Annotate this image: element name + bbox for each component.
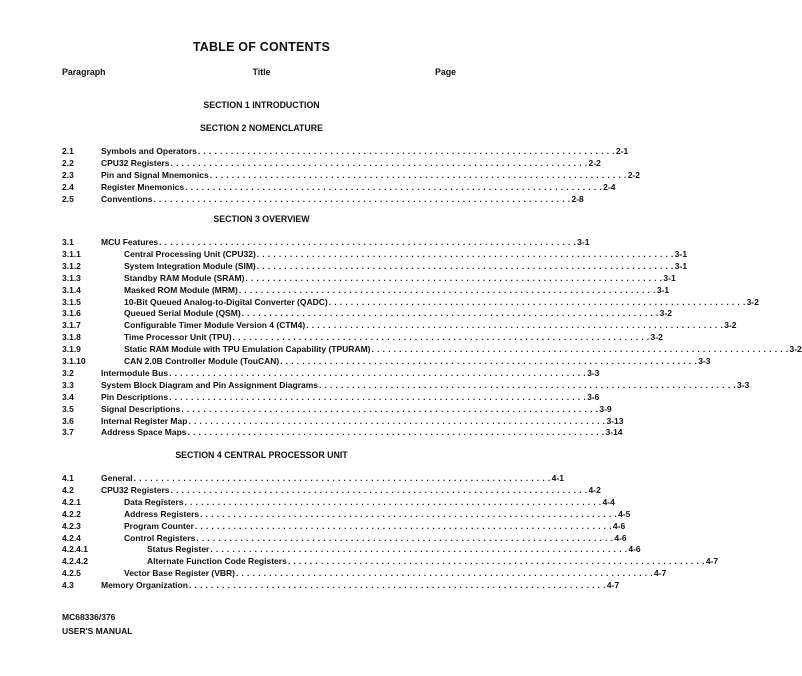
section-heading: SECTION 3 OVERVIEW <box>213 214 310 224</box>
toc-entry-title: Vector Base Register (VBR) <box>124 568 236 579</box>
toc-entry-number: 2.3 <box>62 169 74 180</box>
toc-entry[interactable] <box>62 496 615 508</box>
toc-entry-title: Queued Serial Module (QSM) <box>124 308 241 319</box>
toc-entry-title: Program Counter <box>124 520 194 531</box>
toc-entry-number: 2.5 <box>62 193 74 204</box>
toc-entry-number: 4.2.3 <box>62 520 81 531</box>
toc-entry-number: 3.1.7 <box>62 320 81 331</box>
toc-entry-page: 4-4 <box>602 496 615 507</box>
toc-entry-page: 4-7 <box>705 556 719 567</box>
toc-entry[interactable] <box>62 473 564 484</box>
toc-entry-number: 4.1 <box>62 473 74 483</box>
toc-entry-page: 3-1 <box>663 272 676 283</box>
toc-entry-page: 3-6 <box>587 391 600 402</box>
dot-leader: . . . . . . . . . . . . . . . . . . . . . . . . . . . . . . . . . . . . . . . . . . . . . . . . . . . . . . . . . . . . . . . . . . . . . . . . . . . . <box>287 556 705 567</box>
dot-leader: . . . . . . . . . . . . . . . . . . . . . . . . . . . . . . . . . . . . . . . . . . . . . . . . . . . . . . . . . . . . . . . . . . . . . . . . . . . . <box>197 146 615 156</box>
dot-leader: . . . . . . . . . . . . . . . . . . . . . . . . . . . . . . . . . . . . . . . . . . . . . . . . . . . . . . . . . . . . . . . . . . . . . . . . . . . . <box>188 415 606 426</box>
toc-entry-page: 2-2 <box>627 169 640 180</box>
toc-entry[interactable] <box>62 284 670 296</box>
dot-leader: . . . . . . . . . . . . . . . . . . . . . . . . . . . . . . . . . . . . . . . . . . . . . . . . . . . . . . . . . . . . . . . . . . . . . . . . . . . . <box>318 379 736 390</box>
toc-entry-page: 4-1 <box>551 473 564 483</box>
toc-entry-title: Address Space Maps <box>101 427 187 438</box>
toc-entry-number: 3.1.8 <box>62 332 81 343</box>
section-heading: SECTION 4 CENTRAL PROCESSOR UNIT <box>175 450 348 460</box>
toc-entry[interactable] <box>62 181 616 193</box>
dot-leader: . . . . . . . . . . . . . . . . . . . . . . . . . . . . . . . . . . . . . . . . . . . . . . . . . . . . . . . . . . . . . . . . . . . . . . . . . . . . <box>153 193 571 204</box>
toc-entry-title: Pin Descriptions <box>101 391 169 402</box>
toc-entry-title: CPU32 Registers <box>101 157 170 168</box>
toc-entry[interactable] <box>62 508 631 520</box>
toc-entry-page: 2-1 <box>615 146 629 156</box>
toc-entry-number: 3.1 <box>62 237 74 247</box>
toc-entry[interactable] <box>62 344 802 355</box>
dot-leader: . . . . . . . . . . . . . . . . . . . . . . . . . . . . . . . . . . . . . . . . . . . . . . . . . . . . . . . . . . . . . . . . . . . . . . . . . . . . <box>371 344 789 355</box>
toc-entry-page: 2-8 <box>571 193 584 204</box>
toc-entry-number: 3.7 <box>62 427 74 438</box>
toc-entry[interactable] <box>62 556 719 567</box>
page-title: TABLE OF CONTENTS <box>192 40 331 54</box>
toc-entry-number: 4.2.4.2 <box>62 556 88 567</box>
toc-entry-title: Address Registers <box>124 508 200 519</box>
toc-entry[interactable] <box>62 169 640 181</box>
toc-entry-page: 3-2 <box>746 296 759 307</box>
toc-entry-title: Configurable Timer Module Version 4 (CTM4) <box>124 320 306 331</box>
toc-entry[interactable] <box>62 391 600 403</box>
toc-entry-number: 2.2 <box>62 157 74 168</box>
toc-entry-number: 3.6 <box>62 415 74 426</box>
toc-entry-title: Pin and Signal Mnemonics <box>101 169 209 180</box>
toc-entry-title: Internal Register Map <box>101 415 188 426</box>
toc-entry-page: 3-9 <box>599 403 612 414</box>
toc-entry-number: 3.1.10 <box>62 356 86 366</box>
toc-entry-title: Alternate Function Code Registers <box>147 556 287 567</box>
toc-entry-number: 2.1 <box>62 146 74 156</box>
toc-entry-number: 3.3 <box>62 379 74 390</box>
toc-entry-title: Conventions <box>101 193 153 204</box>
dot-leader: . . . . . . . . . . . . . . . . . . . . . . . . . . . . . . . . . . . . . . . . . . . . . . . . . . . . . . . . . . . . . . . . . . . . . . . . . . . . <box>238 284 656 295</box>
column-header-paragraph: Paragraph <box>62 67 106 77</box>
toc-entry-page: 4-6 <box>628 544 641 555</box>
toc-entry-page: 3-1 <box>656 284 670 295</box>
dot-leader: . . . . . . . . . . . . . . . . . . . . . . . . . . . . . . . . . . . . . . . . . . . . . . . . . . . . . . . . . . . . . . . . . . . . . . . . . . . . <box>184 496 602 507</box>
dot-leader: . . . . . . . . . . . . . . . . . . . . . . . . . . . . . . . . . . . . . . . . . . . . . . . . . . . . . . . . . . . . . . . . . . . . . . . . . . . . <box>187 427 605 438</box>
toc-entry-page: 3-3 <box>587 367 600 378</box>
toc-entry-title: Register Mnemonics <box>101 181 185 192</box>
toc-entry-number: 4.2.4.1 <box>62 544 88 555</box>
toc-entry-page: 2-4 <box>603 181 616 192</box>
toc-entry[interactable] <box>62 580 620 591</box>
dot-leader: . . . . . . . . . . . . . . . . . . . . . . . . . . . . . . . . . . . . . . . . . . . . . . . . . . . . . . . . . . . . . . . . . . . . . . . . . . . . <box>256 248 674 259</box>
footer-doc-type: USER'S MANUAL <box>62 626 133 636</box>
dot-leader: . . . . . . . . . . . . . . . . . . . . . . . . . . . . . . . . . . . . . . . . . . . . . . . . . . . . . . . . . . . . . . . . . . . . . . . . . . . . <box>133 473 551 483</box>
toc-entry-number: 3.2 <box>62 367 74 378</box>
dot-leader: . . . . . . . . . . . . . . . . . . . . . . . . . . . . . . . . . . . . . . . . . . . . . . . . . . . . . . . . . . . . . . . . . . . . . . . . . . . . <box>169 367 587 378</box>
dot-leader: . . . . . . . . . . . . . . . . . . . . . . . . . . . . . . . . . . . . . . . . . . . . . . . . . . . . . . . . . . . . . . . . . . . . . . . . . . . . <box>256 260 674 271</box>
section-heading: SECTION 1 INTRODUCTION <box>203 100 320 110</box>
toc-entry[interactable] <box>62 332 663 343</box>
toc-entry[interactable] <box>62 260 688 272</box>
toc-entry[interactable] <box>62 415 624 427</box>
section-heading: SECTION 2 NOMENCLATURE <box>200 123 323 133</box>
toc-entry-title: Masked ROM Module (MRM) <box>124 284 238 295</box>
dot-leader: . . . . . . . . . . . . . . . . . . . . . . . . . . . . . . . . . . . . . . . . . . . . . . . . . . . . . . . . . . . . . . . . . . . . . . . . . . . . <box>280 356 698 366</box>
toc-entry-page: 3-2 <box>659 308 672 319</box>
toc-entry-title: Symbols and Operators <box>101 146 197 156</box>
toc-entry[interactable] <box>62 272 676 284</box>
dot-leader: . . . . . . . . . . . . . . . . . . . . . . . . . . . . . . . . . . . . . . . . . . . . . . . . . . . . . . . . . . . . . . . . . . . . . . . . . . . . <box>181 403 599 414</box>
toc-entry[interactable] <box>62 308 672 319</box>
column-header-page: Page <box>434 67 456 77</box>
toc-entry-title: Intermodule Bus <box>101 367 169 378</box>
toc-entry-title: Data Registers <box>124 496 184 507</box>
toc-entry-page: 2-2 <box>588 157 601 168</box>
toc-entry-page: 3-2 <box>724 320 737 331</box>
toc-entry-number: 3.1.6 <box>62 308 81 319</box>
toc-entry-page: 3-13 <box>606 415 624 426</box>
toc-entry[interactable] <box>62 520 626 532</box>
toc-entry[interactable] <box>62 296 759 308</box>
dot-leader: . . . . . . . . . . . . . . . . . . . . . . . . . . . . . . . . . . . . . . . . . . . . . . . . . . . . . . . . . . . . . . . . . . . . . . . . . . . . <box>170 157 588 168</box>
toc-entry-number: 4.2.2 <box>62 508 81 519</box>
toc-entry-page: 4-7 <box>654 568 667 579</box>
toc-entry-title: General <box>101 473 133 483</box>
toc-entry-title: MCU Features <box>101 237 159 247</box>
toc-entry-page: 3-2 <box>789 344 802 355</box>
toc-entry-page: 3-3 <box>698 356 711 366</box>
dot-leader: . . . . . . . . . . . . . . . . . . . . . . . . . . . . . . . . . . . . . . . . . . . . . . . . . . . . . . . . . . . . . . . . . . . . . . . . . . . . <box>209 169 627 180</box>
toc-entry-number: 3.1.3 <box>62 272 81 283</box>
dot-leader: . . . . . . . . . . . . . . . . . . . . . . . . . . . . . . . . . . . . . . . . . . . . . . . . . . . . . . . . . . . . . . . . . . . . . . . . . . . . <box>196 532 614 543</box>
toc-entry-title: CPU32 Registers <box>101 484 170 495</box>
footer-doc-number: MC68336/376 <box>62 612 116 622</box>
toc-entry-title: Status Register <box>147 544 210 555</box>
dot-leader: . . . . . . . . . . . . . . . . . . . . . . . . . . . . . . . . . . . . . . . . . . . . . . . . . . . . . . . . . . . . . . . . . . . . . . . . . . . . <box>328 296 746 307</box>
toc-entry-number: 2.4 <box>62 181 74 192</box>
toc-entry-title: Time Processor Unit (TPU) <box>124 332 232 343</box>
toc-entry-title: Memory Organization <box>101 580 188 591</box>
dot-leader: . . . . . . . . . . . . . . . . . . . . . . . . . . . . . . . . . . . . . . . . . . . . . . . . . . . . . . . . . . . . . . . . . . . . . . . . . . . . <box>245 272 663 283</box>
toc-entry-number: 3.1.1 <box>62 248 81 259</box>
toc-entry[interactable] <box>62 379 750 391</box>
toc-entry-page: 4-6 <box>612 520 626 531</box>
toc-entry[interactable] <box>62 568 667 579</box>
toc-entry-title: 10-Bit Queued Analog-to-Digital Converter (QADC) <box>124 296 328 307</box>
toc-entry-number: 3.4 <box>62 391 74 402</box>
toc-entry-page: 3-1 <box>577 237 590 247</box>
toc-entry-page: 4-7 <box>606 580 620 591</box>
toc-entry[interactable] <box>62 403 612 415</box>
dot-leader: . . . . . . . . . . . . . . . . . . . . . . . . . . . . . . . . . . . . . . . . . . . . . . . . . . . . . . . . . . . . . . . . . . . . . . . . . . . . <box>236 568 654 579</box>
toc-entry[interactable] <box>62 427 623 438</box>
toc-entry[interactable] <box>62 237 590 248</box>
toc-entry-number: 4.2.4 <box>62 532 81 543</box>
toc-entry-number: 3.5 <box>62 403 74 414</box>
toc-entry-number: 4.2.5 <box>62 568 81 579</box>
toc-entry-number: 3.1.2 <box>62 260 81 271</box>
toc-entry-page: 4-2 <box>588 484 601 495</box>
toc-entry[interactable] <box>62 367 600 379</box>
toc-entry[interactable] <box>62 146 629 157</box>
toc-entry[interactable] <box>62 544 641 555</box>
dot-leader: . . . . . . . . . . . . . . . . . . . . . . . . . . . . . . . . . . . . . . . . . . . . . . . . . . . . . . . . . . . . . . . . . . . . . . . . . . . . <box>200 508 618 519</box>
toc-entry-number: 4.2.1 <box>62 496 81 507</box>
toc-entry-title: Static RAM Module with TPU Emulation Capability (TPURAM) <box>124 344 371 355</box>
toc-entry-number: 3.1.9 <box>62 344 81 355</box>
toc-entry-page: 3-1 <box>674 260 688 271</box>
toc-entry[interactable] <box>62 193 584 205</box>
toc-entry-title: Signal Descriptions <box>101 403 181 414</box>
toc-entry[interactable] <box>62 248 688 260</box>
toc-entry-number: 3.1.5 <box>62 296 81 307</box>
toc-entry-page: 3-3 <box>736 379 750 390</box>
dot-leader: . . . . . . . . . . . . . . . . . . . . . . . . . . . . . . . . . . . . . . . . . . . . . . . . . . . . . . . . . . . . . . . . . . . . . . . . . . . . <box>170 484 588 495</box>
toc-entry-number: 4.2 <box>62 484 74 495</box>
dot-leader: . . . . . . . . . . . . . . . . . . . . . . . . . . . . . . . . . . . . . . . . . . . . . . . . . . . . . . . . . . . . . . . . . . . . . . . . . . . . <box>241 308 659 319</box>
toc-entry-title: System Block Diagram and Pin Assignment Diagrams <box>101 379 318 390</box>
dot-leader: . . . . . . . . . . . . . . . . . . . . . . . . . . . . . . . . . . . . . . . . . . . . . . . . . . . . . . . . . . . . . . . . . . . . . . . . . . . . <box>306 320 724 331</box>
dot-leader: . . . . . . . . . . . . . . . . . . . . . . . . . . . . . . . . . . . . . . . . . . . . . . . . . . . . . . . . . . . . . . . . . . . . . . . . . . . . <box>185 181 603 192</box>
toc-entry-number: 4.3 <box>62 580 74 591</box>
toc-entry-title: System Integration Module (SIM) <box>124 260 256 271</box>
dot-leader: . . . . . . . . . . . . . . . . . . . . . . . . . . . . . . . . . . . . . . . . . . . . . . . . . . . . . . . . . . . . . . . . . . . . . . . . . . . . <box>188 580 606 591</box>
toc-entry-title: Standby RAM Module (SRAM) <box>124 272 245 283</box>
dot-leader: . . . . . . . . . . . . . . . . . . . . . . . . . . . . . . . . . . . . . . . . . . . . . . . . . . . . . . . . . . . . . . . . . . . . . . . . . . . . <box>210 544 628 555</box>
toc-entry-page: 4-5 <box>618 508 631 519</box>
toc-entry[interactable] <box>62 157 601 169</box>
toc-entry[interactable] <box>62 320 737 331</box>
toc-entry-number: 3.1.4 <box>62 284 81 295</box>
toc-entry[interactable] <box>62 484 601 496</box>
toc-entry-title: CAN 2.0B Controller Module (TouCAN) <box>124 356 280 366</box>
toc-entry-page: 4-6 <box>614 532 627 543</box>
dot-leader: . . . . . . . . . . . . . . . . . . . . . . . . . . . . . . . . . . . . . . . . . . . . . . . . . . . . . . . . . . . . . . . . . . . . . . . . . . . . <box>232 332 650 343</box>
toc-entry-title: Central Processing Unit (CPU32) <box>124 248 256 259</box>
toc-entry[interactable] <box>62 356 711 367</box>
toc-entry-title: Control Registers <box>124 532 196 543</box>
dot-leader: . . . . . . . . . . . . . . . . . . . . . . . . . . . . . . . . . . . . . . . . . . . . . . . . . . . . . . . . . . . . . . . . . . . . . . . . . . . . <box>194 520 612 531</box>
column-header-title: Title <box>252 67 271 77</box>
dot-leader: . . . . . . . . . . . . . . . . . . . . . . . . . . . . . . . . . . . . . . . . . . . . . . . . . . . . . . . . . . . . . . . . . . . . . . . . . . . . <box>159 237 577 247</box>
toc-entry-page: 3-1 <box>674 248 688 259</box>
toc-entry[interactable] <box>62 532 627 544</box>
toc-entry-page: 3-2 <box>650 332 663 343</box>
dot-leader: . . . . . . . . . . . . . . . . . . . . . . . . . . . . . . . . . . . . . . . . . . . . . . . . . . . . . . . . . . . . . . . . . . . . . . . . . . . . <box>169 391 587 402</box>
toc-entry-page: 3-14 <box>605 427 623 438</box>
